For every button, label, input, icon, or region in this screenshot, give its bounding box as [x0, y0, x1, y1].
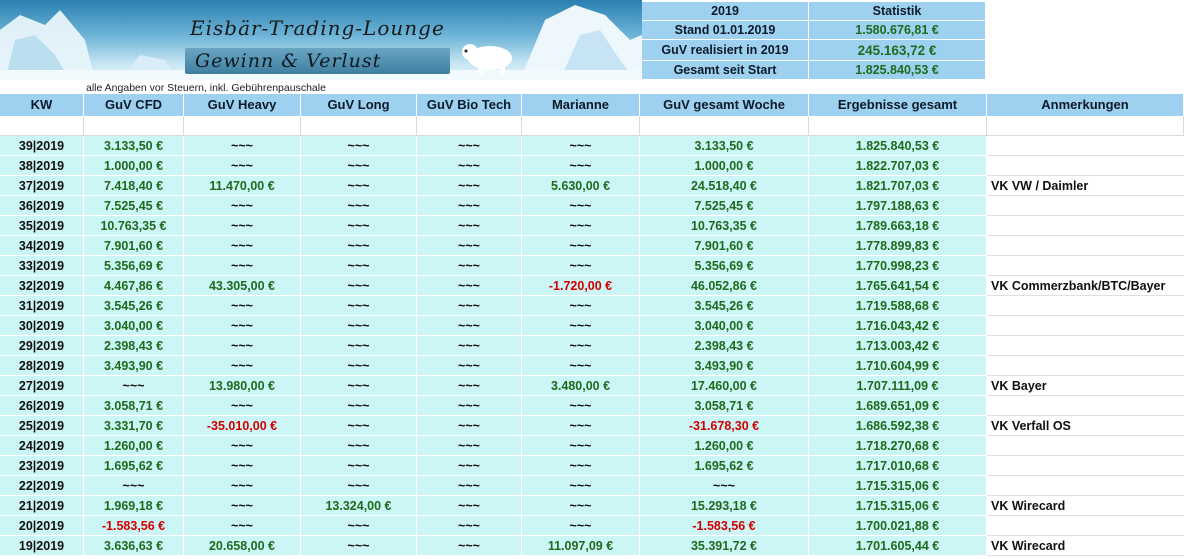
cell-marianne[interactable]: ~~~ — [522, 136, 640, 156]
cell-guv-long[interactable]: ~~~ — [301, 476, 417, 496]
cell-guv-long[interactable]: ~~~ — [301, 156, 417, 176]
cell-guv-biotech[interactable]: ~~~ — [417, 336, 522, 356]
cell-anmerkungen[interactable] — [987, 256, 1184, 276]
tax-note: alle Angaben vor Steuern, inkl. Gebührenpauschale — [86, 82, 326, 94]
cell-kw[interactable]: 25|2019 — [0, 416, 84, 436]
cell-guv-gesamt-woche[interactable]: 24.518,40 € — [640, 176, 809, 196]
col-guv-heavy[interactable]: GuV Heavy — [184, 94, 301, 116]
cell-ergebnisse-gesamt[interactable]: 1.822.707,03 € — [809, 156, 987, 176]
cell-ergebnisse-gesamt[interactable]: 1.689.651,09 € — [809, 396, 987, 416]
cell-marianne[interactable]: 11.097,09 € — [522, 536, 640, 556]
cell-marianne[interactable]: ~~~ — [522, 196, 640, 216]
cell-anmerkungen[interactable] — [987, 336, 1184, 356]
cell-ergebnisse-gesamt[interactable]: 1.713.003,42 € — [809, 336, 987, 356]
cell-guv-biotech[interactable]: ~~~ — [417, 416, 522, 436]
blank-cell[interactable] — [417, 116, 522, 136]
cell-guv-biotech[interactable]: ~~~ — [417, 176, 522, 196]
table-row — [0, 416, 1184, 436]
cell-guv-cfd[interactable]: 4.467,86 € — [84, 276, 184, 296]
cell-guv-biotech[interactable]: ~~~ — [417, 156, 522, 176]
cell-guv-cfd[interactable]: 7.525,45 € — [84, 196, 184, 216]
cell-ergebnisse-gesamt[interactable]: 1.700.021,88 € — [809, 516, 987, 536]
page-subtitle: Gewinn & Verlust — [195, 50, 382, 72]
cell-marianne[interactable]: ~~~ — [522, 256, 640, 276]
cell-guv-long[interactable]: ~~~ — [301, 396, 417, 416]
cell-guv-cfd[interactable]: 3.040,00 € — [84, 316, 184, 336]
cell-guv-biotech[interactable]: ~~~ — [417, 136, 522, 156]
cell-kw[interactable]: 24|2019 — [0, 436, 84, 456]
stats-value[interactable]: 1.825.840,53 € — [809, 61, 986, 80]
cell-anmerkungen[interactable] — [987, 356, 1184, 376]
lounge-title: Eisbär-Trading-Lounge — [190, 16, 445, 40]
cell-kw[interactable]: 22|2019 — [0, 476, 84, 496]
cell-anmerkungen[interactable] — [987, 236, 1184, 256]
table-row — [0, 296, 1184, 316]
blank-cell[interactable] — [184, 116, 301, 136]
blank-cell[interactable] — [0, 116, 84, 136]
cell-guv-cfd[interactable]: 10.763,35 € — [84, 216, 184, 236]
table-row — [0, 356, 1184, 376]
cell-guv-long[interactable]: ~~~ — [301, 176, 417, 196]
table-row — [0, 496, 1184, 516]
stats-label[interactable]: GuV realisiert in 2019 — [642, 40, 809, 61]
cell-guv-biotech[interactable]: ~~~ — [417, 376, 522, 396]
cell-ergebnisse-gesamt[interactable]: 1.825.840,53 € — [809, 136, 987, 156]
cell-anmerkungen[interactable] — [987, 296, 1184, 316]
cell-guv-cfd[interactable]: 5.356,69 € — [84, 256, 184, 276]
cell-kw[interactable]: 36|2019 — [0, 196, 84, 216]
cell-guv-gesamt-woche[interactable]: 7.525,45 € — [640, 196, 809, 216]
cell-anmerkungen[interactable]: VK Wirecard — [987, 536, 1184, 556]
cell-guv-heavy[interactable]: ~~~ — [184, 216, 301, 236]
table-row — [0, 516, 1184, 536]
cell-guv-gesamt-woche[interactable]: 3.058,71 € — [640, 396, 809, 416]
table-row — [0, 196, 1184, 216]
table-row — [0, 256, 1184, 276]
cell-marianne[interactable]: ~~~ — [522, 396, 640, 416]
cell-kw[interactable]: 37|2019 — [0, 176, 84, 196]
table-row — [0, 236, 1184, 256]
cell-guv-long[interactable]: ~~~ — [301, 236, 417, 256]
cell-marianne[interactable]: 5.630,00 € — [522, 176, 640, 196]
cell-guv-long[interactable]: ~~~ — [301, 376, 417, 396]
cell-guv-cfd[interactable]: ~~~ — [84, 376, 184, 396]
cell-guv-long[interactable]: ~~~ — [301, 416, 417, 436]
table-row — [0, 476, 1184, 496]
cell-anmerkungen[interactable] — [987, 516, 1184, 536]
cell-guv-cfd[interactable]: 2.398,43 € — [84, 336, 184, 356]
cell-guv-long[interactable]: ~~~ — [301, 216, 417, 236]
cell-ergebnisse-gesamt[interactable]: 1.710.604,99 € — [809, 356, 987, 376]
cell-anmerkungen[interactable] — [987, 196, 1184, 216]
cell-guv-heavy[interactable]: ~~~ — [184, 516, 301, 536]
col-anmerkungen[interactable]: Anmerkungen — [987, 94, 1184, 116]
cell-guv-long[interactable]: 13.324,00 € — [301, 496, 417, 516]
col-kw[interactable]: KW — [0, 94, 84, 116]
cell-kw[interactable]: 30|2019 — [0, 316, 84, 336]
cell-guv-long[interactable]: ~~~ — [301, 516, 417, 536]
cell-guv-biotech[interactable]: ~~~ — [417, 356, 522, 376]
cell-marianne[interactable]: ~~~ — [522, 456, 640, 476]
table-row — [0, 176, 1184, 196]
cell-guv-gesamt-woche[interactable]: -31.678,30 € — [640, 416, 809, 436]
cell-guv-heavy[interactable]: ~~~ — [184, 496, 301, 516]
cell-anmerkungen[interactable] — [987, 456, 1184, 476]
cell-guv-heavy[interactable]: ~~~ — [184, 396, 301, 416]
cell-kw[interactable]: 32|2019 — [0, 276, 84, 296]
cell-anmerkungen[interactable] — [987, 216, 1184, 236]
cell-guv-heavy[interactable]: ~~~ — [184, 476, 301, 496]
cell-guv-gesamt-woche[interactable]: 1.000,00 € — [640, 156, 809, 176]
table-row — [0, 136, 1184, 156]
cell-guv-biotech[interactable]: ~~~ — [417, 316, 522, 336]
cell-guv-long[interactable]: ~~~ — [301, 436, 417, 456]
cell-kw[interactable]: 27|2019 — [0, 376, 84, 396]
table-row — [0, 396, 1184, 416]
cell-guv-heavy[interactable]: ~~~ — [184, 316, 301, 336]
cell-guv-biotech[interactable]: ~~~ — [417, 196, 522, 216]
blank-cell[interactable] — [522, 116, 640, 136]
cell-kw[interactable]: 21|2019 — [0, 496, 84, 516]
cell-ergebnisse-gesamt[interactable]: 1.686.592,38 € — [809, 416, 987, 436]
cell-guv-biotech[interactable]: ~~~ — [417, 216, 522, 236]
cell-guv-cfd[interactable]: 3.636,63 € — [84, 536, 184, 556]
cell-marianne[interactable]: ~~~ — [522, 336, 640, 356]
cell-guv-gesamt-woche[interactable]: 7.901,60 € — [640, 236, 809, 256]
cell-guv-gesamt-woche[interactable]: 3.040,00 € — [640, 316, 809, 336]
cell-guv-long[interactable]: ~~~ — [301, 456, 417, 476]
table-row — [0, 376, 1184, 396]
cell-anmerkungen[interactable]: VK Commerzbank/BTC/Bayer — [987, 276, 1184, 296]
cell-anmerkungen[interactable] — [987, 476, 1184, 496]
cell-guv-heavy[interactable]: ~~~ — [184, 156, 301, 176]
cell-guv-heavy[interactable]: 13.980,00 € — [184, 376, 301, 396]
cell-marianne[interactable]: -1.720,00 € — [522, 276, 640, 296]
table-row — [0, 276, 1184, 296]
stats-label[interactable]: Gesamt seit Start — [642, 61, 809, 80]
cell-guv-heavy[interactable]: ~~~ — [184, 196, 301, 216]
cell-guv-cfd[interactable]: 3.133,50 € — [84, 136, 184, 156]
cell-guv-cfd[interactable]: 1.260,00 € — [84, 436, 184, 456]
cell-marianne[interactable]: ~~~ — [522, 416, 640, 436]
cell-kw[interactable]: 20|2019 — [0, 516, 84, 536]
cell-guv-biotech[interactable]: ~~~ — [417, 296, 522, 316]
cell-guv-long[interactable]: ~~~ — [301, 276, 417, 296]
table-row — [0, 216, 1184, 236]
cell-kw[interactable]: 19|2019 — [0, 536, 84, 556]
cell-guv-gesamt-woche[interactable]: ~~~ — [640, 476, 809, 496]
cell-guv-gesamt-woche[interactable]: 3.493,90 € — [640, 356, 809, 376]
cell-ergebnisse-gesamt[interactable]: 1.821.707,03 € — [809, 176, 987, 196]
blank-cell[interactable] — [809, 116, 987, 136]
blank-cell[interactable] — [987, 116, 1184, 136]
cell-marianne[interactable]: ~~~ — [522, 476, 640, 496]
cell-guv-biotech[interactable]: ~~~ — [417, 276, 522, 296]
table-row — [0, 336, 1184, 356]
cell-kw[interactable]: 38|2019 — [0, 156, 84, 176]
cell-guv-biotech[interactable]: ~~~ — [417, 516, 522, 536]
cell-guv-biotech[interactable]: ~~~ — [417, 456, 522, 476]
cell-ergebnisse-gesamt[interactable]: 1.707.111,09 € — [809, 376, 987, 396]
cell-guv-gesamt-woche[interactable]: 5.356,69 € — [640, 256, 809, 276]
cell-anmerkungen[interactable]: VK Bayer — [987, 376, 1184, 396]
blank-cell[interactable] — [301, 116, 417, 136]
cell-guv-biotech[interactable]: ~~~ — [417, 476, 522, 496]
cell-guv-long[interactable]: ~~~ — [301, 136, 417, 156]
cell-guv-long[interactable]: ~~~ — [301, 256, 417, 276]
column-header-row — [0, 94, 1184, 116]
cell-guv-cfd[interactable]: 1.000,00 € — [84, 156, 184, 176]
cell-kw[interactable]: 31|2019 — [0, 296, 84, 316]
blank-row — [0, 116, 1184, 136]
cell-guv-biotech[interactable]: ~~~ — [417, 236, 522, 256]
cell-anmerkungen[interactable]: VK VW / Daimler — [987, 176, 1184, 196]
cell-guv-cfd[interactable]: 1.695,62 € — [84, 456, 184, 476]
cell-guv-gesamt-woche[interactable]: 46.052,86 € — [640, 276, 809, 296]
table-row — [0, 456, 1184, 476]
cell-kw[interactable]: 34|2019 — [0, 236, 84, 256]
cell-guv-gesamt-woche[interactable]: 2.398,43 € — [640, 336, 809, 356]
col-marianne[interactable]: Marianne — [522, 94, 640, 116]
table-row — [0, 156, 1184, 176]
cell-ergebnisse-gesamt[interactable]: 1.715.315,06 € — [809, 496, 987, 516]
cell-anmerkungen[interactable] — [987, 436, 1184, 456]
col-guv-biotech[interactable]: GuV Bio Tech — [417, 94, 522, 116]
blank-cell[interactable] — [640, 116, 809, 136]
cell-marianne[interactable]: ~~~ — [522, 216, 640, 236]
cell-guv-cfd[interactable]: 7.901,60 € — [84, 236, 184, 256]
cell-marianne[interactable]: ~~~ — [522, 436, 640, 456]
cell-ergebnisse-gesamt[interactable]: 1.715.315,06 € — [809, 476, 987, 496]
cell-guv-heavy[interactable]: -35.010,00 € — [184, 416, 301, 436]
cell-guv-gesamt-woche[interactable]: 3.545,26 € — [640, 296, 809, 316]
cell-marianne[interactable]: 3.480,00 € — [522, 376, 640, 396]
cell-guv-gesamt-woche[interactable]: 10.763,35 € — [640, 216, 809, 236]
cell-marianne[interactable]: ~~~ — [522, 296, 640, 316]
cell-guv-cfd[interactable]: 7.418,40 € — [84, 176, 184, 196]
cell-ergebnisse-gesamt[interactable]: 1.765.641,54 € — [809, 276, 987, 296]
table-row — [0, 536, 1184, 556]
cell-guv-heavy[interactable]: ~~~ — [184, 236, 301, 256]
cell-ergebnisse-gesamt[interactable]: 1.701.605,44 € — [809, 536, 987, 556]
cell-marianne[interactable]: ~~~ — [522, 356, 640, 376]
cell-guv-heavy[interactable]: ~~~ — [184, 256, 301, 276]
cell-anmerkungen[interactable]: VK Wirecard — [987, 496, 1184, 516]
cell-guv-heavy[interactable]: ~~~ — [184, 136, 301, 156]
cell-ergebnisse-gesamt[interactable]: 1.770.998,23 € — [809, 256, 987, 276]
cell-marianne[interactable]: ~~~ — [522, 516, 640, 536]
cell-guv-biotech[interactable]: ~~~ — [417, 436, 522, 456]
cell-guv-cfd[interactable]: 3.058,71 € — [84, 396, 184, 416]
cell-guv-heavy[interactable]: ~~~ — [184, 356, 301, 376]
cell-anmerkungen[interactable]: VK Verfall OS — [987, 416, 1184, 436]
cell-guv-cfd[interactable]: 1.969,18 € — [84, 496, 184, 516]
cell-ergebnisse-gesamt[interactable]: 1.718.270,68 € — [809, 436, 987, 456]
cell-guv-gesamt-woche[interactable]: 1.260,00 € — [640, 436, 809, 456]
col-ergebnisse-gesamt[interactable]: Ergebnisse gesamt — [809, 94, 987, 116]
stats-statistik-header[interactable]: Statistik — [809, 2, 986, 21]
cell-ergebnisse-gesamt[interactable]: 1.789.663,18 € — [809, 216, 987, 236]
cell-guv-gesamt-woche[interactable]: 35.391,72 € — [640, 536, 809, 556]
cell-kw[interactable]: 35|2019 — [0, 216, 84, 236]
blank-cell[interactable] — [84, 116, 184, 136]
cell-guv-cfd[interactable]: 3.545,26 € — [84, 296, 184, 316]
cell-guv-long[interactable]: ~~~ — [301, 536, 417, 556]
banner-image — [0, 0, 642, 80]
cell-guv-long[interactable]: ~~~ — [301, 336, 417, 356]
cell-guv-gesamt-woche[interactable]: 17.460,00 € — [640, 376, 809, 396]
col-guv-cfd[interactable]: GuV CFD — [84, 94, 184, 116]
cell-guv-long[interactable]: ~~~ — [301, 356, 417, 376]
cell-guv-gesamt-woche[interactable]: -1.583,56 € — [640, 516, 809, 536]
cell-anmerkungen[interactable] — [987, 396, 1184, 416]
cell-ergebnisse-gesamt[interactable]: 1.778.899,83 € — [809, 236, 987, 256]
cell-kw[interactable]: 29|2019 — [0, 336, 84, 356]
cell-anmerkungen[interactable] — [987, 316, 1184, 336]
cell-guv-biotech[interactable]: ~~~ — [417, 536, 522, 556]
cell-anmerkungen[interactable] — [987, 136, 1184, 156]
table-row — [0, 316, 1184, 336]
cell-marianne[interactable]: ~~~ — [522, 316, 640, 336]
cell-ergebnisse-gesamt[interactable]: 1.797.188,63 € — [809, 196, 987, 216]
cell-marianne[interactable]: ~~~ — [522, 496, 640, 516]
cell-kw[interactable]: 33|2019 — [0, 256, 84, 276]
cell-ergebnisse-gesamt[interactable]: 1.716.043,42 € — [809, 316, 987, 336]
cell-ergebnisse-gesamt[interactable]: 1.719.588,68 € — [809, 296, 987, 316]
cell-guv-cfd[interactable]: 3.493,90 € — [84, 356, 184, 376]
cell-guv-cfd[interactable]: 3.331,70 € — [84, 416, 184, 436]
cell-guv-heavy[interactable]: ~~~ — [184, 436, 301, 456]
cell-guv-gesamt-woche[interactable]: 1.695,62 € — [640, 456, 809, 476]
cell-guv-long[interactable]: ~~~ — [301, 316, 417, 336]
cell-marianne[interactable]: ~~~ — [522, 156, 640, 176]
stats-label[interactable]: Stand 01.01.2019 — [642, 21, 809, 40]
cell-guv-long[interactable]: ~~~ — [301, 196, 417, 216]
table-row — [0, 436, 1184, 456]
col-guv-long[interactable]: GuV Long — [301, 94, 417, 116]
cell-guv-biotech[interactable]: ~~~ — [417, 496, 522, 516]
cell-ergebnisse-gesamt[interactable]: 1.717.010,68 € — [809, 456, 987, 476]
cell-kw[interactable]: 23|2019 — [0, 456, 84, 476]
cell-kw[interactable]: 28|2019 — [0, 356, 84, 376]
stats-year-header[interactable]: 2019 — [642, 2, 809, 21]
cell-guv-heavy[interactable]: ~~~ — [184, 336, 301, 356]
cell-guv-cfd[interactable]: ~~~ — [84, 476, 184, 496]
cell-guv-heavy[interactable]: 43.305,00 € — [184, 276, 301, 296]
cell-guv-long[interactable]: ~~~ — [301, 296, 417, 316]
cell-guv-biotech[interactable]: ~~~ — [417, 256, 522, 276]
cell-guv-heavy[interactable]: 20.658,00 € — [184, 536, 301, 556]
cell-guv-cfd[interactable]: -1.583,56 € — [84, 516, 184, 536]
cell-kw[interactable]: 26|2019 — [0, 396, 84, 416]
cell-guv-biotech[interactable]: ~~~ — [417, 396, 522, 416]
cell-guv-heavy[interactable]: ~~~ — [184, 296, 301, 316]
cell-kw[interactable]: 39|2019 — [0, 136, 84, 156]
stats-value[interactable]: 1.580.676,81 € — [809, 21, 986, 40]
cell-guv-gesamt-woche[interactable]: 3.133,50 € — [640, 136, 809, 156]
cell-anmerkungen[interactable] — [987, 156, 1184, 176]
cell-guv-heavy[interactable]: 11.470,00 € — [184, 176, 301, 196]
cell-marianne[interactable]: ~~~ — [522, 236, 640, 256]
cell-guv-heavy[interactable]: ~~~ — [184, 456, 301, 476]
col-guv-gesamt-woche[interactable]: GuV gesamt Woche — [640, 94, 809, 116]
cell-guv-gesamt-woche[interactable]: 15.293,18 € — [640, 496, 809, 516]
stats-value[interactable]: 245.163,72 € — [809, 40, 986, 61]
